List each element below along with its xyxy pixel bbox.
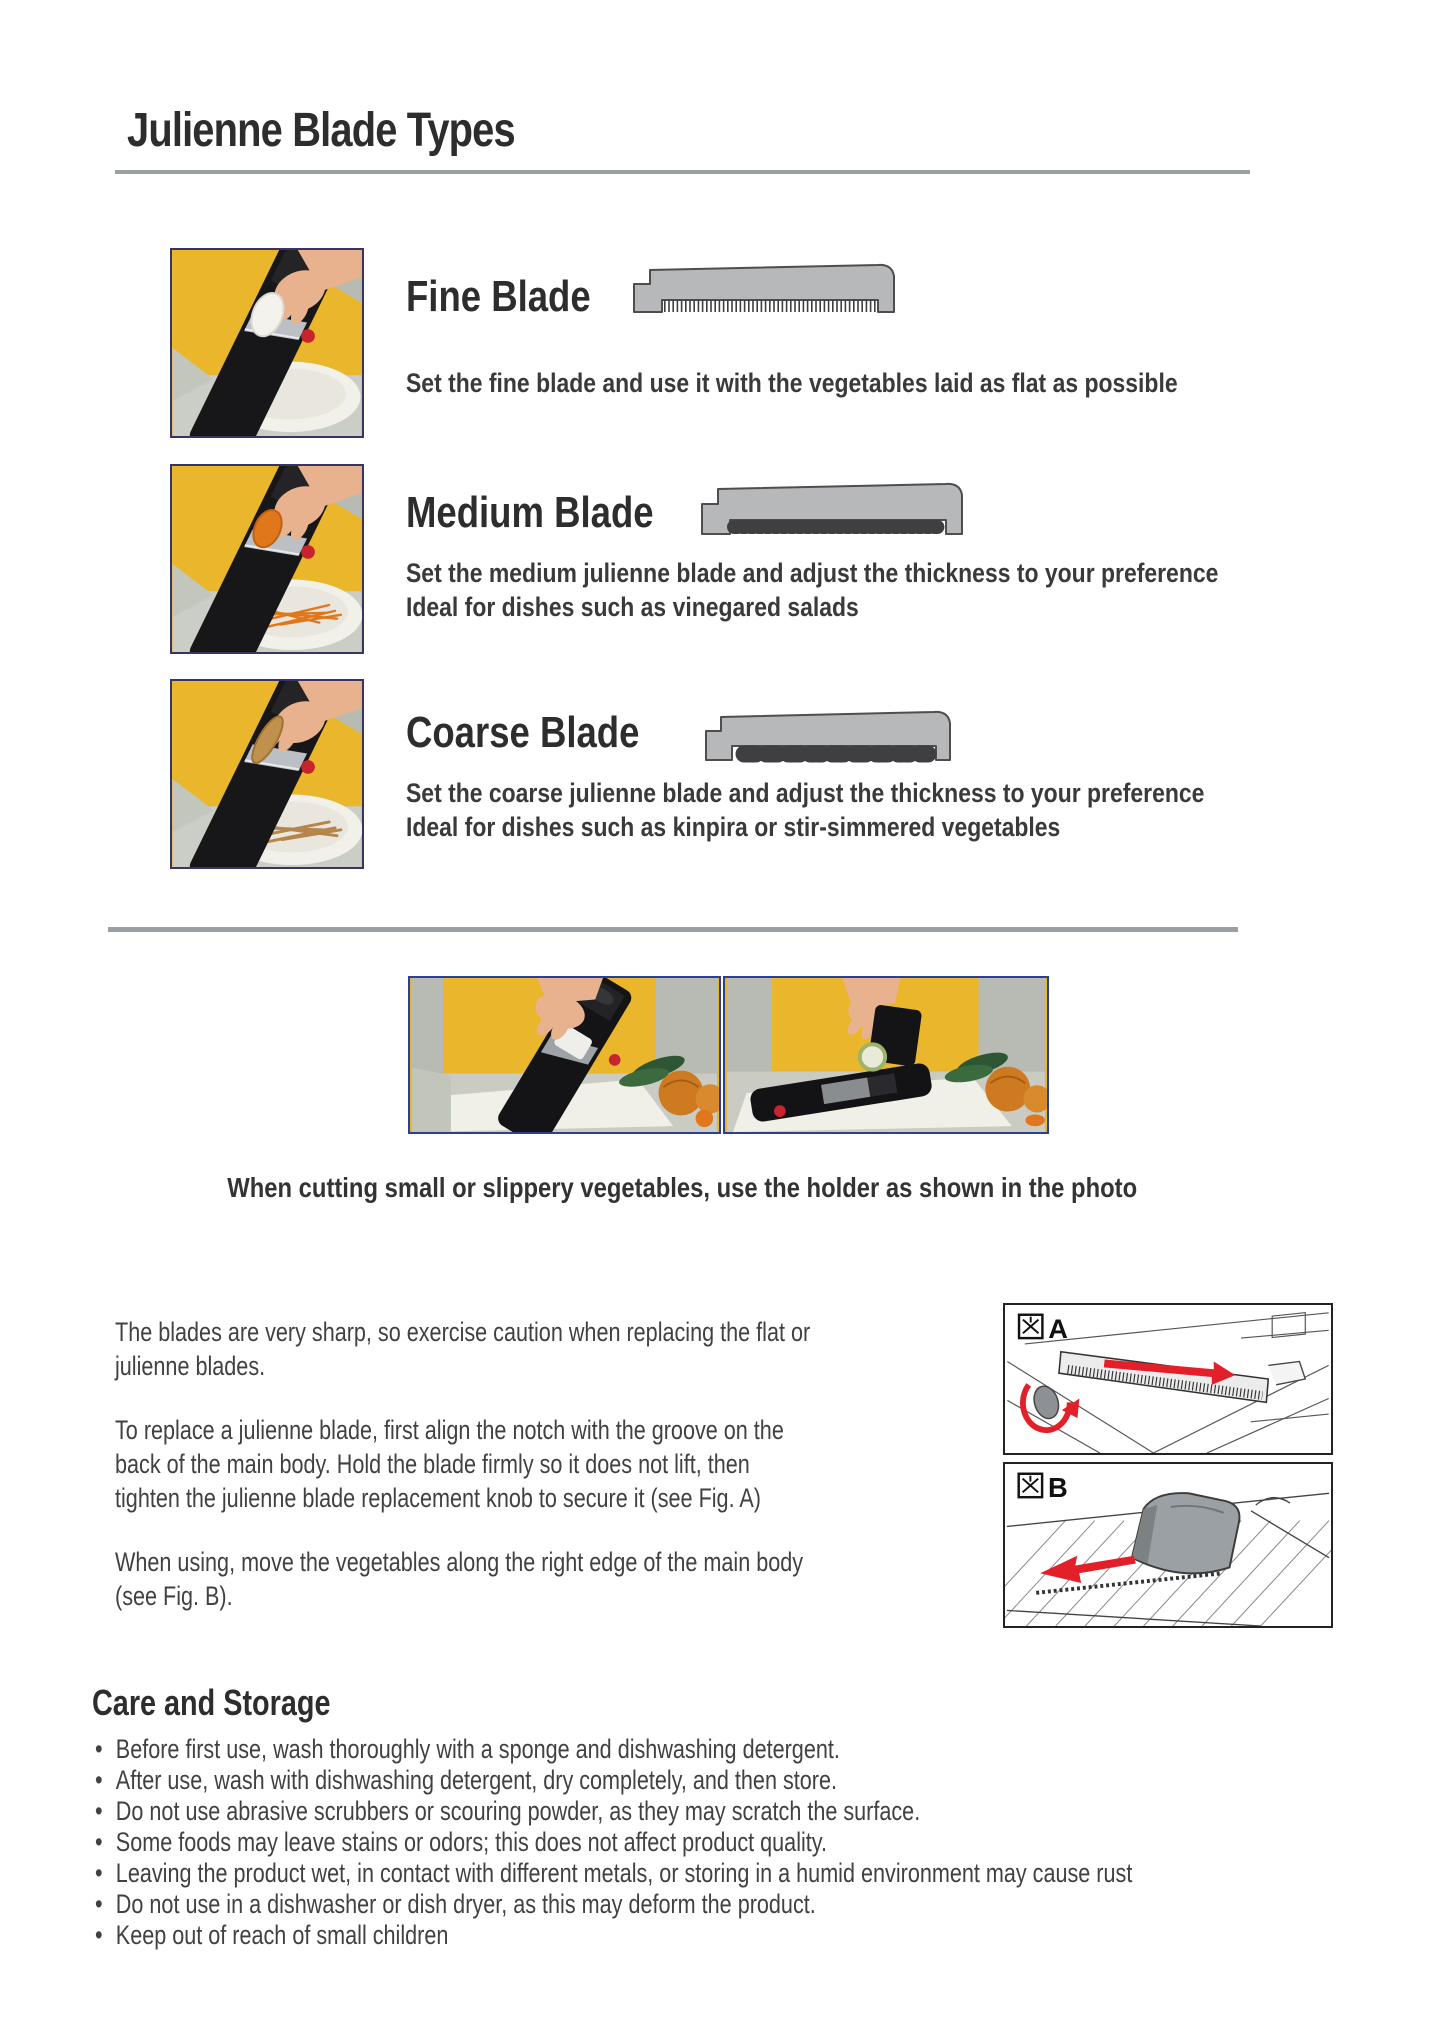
medium-blade-desc-2: Ideal for dishes such as vinegared salads [406,592,859,622]
bullet-glyph: • [95,1889,103,1919]
figure-b [1003,1462,1333,1628]
fine-blade-desc: Set the fine blade and use it with the vegetables laid as flat as possible [406,368,1178,398]
figure-b-drawing [1005,1464,1331,1626]
fine-blade-icon [628,260,904,322]
fine-blade-heading: Fine Blade [406,272,591,321]
holder-caption: When cutting small or slippery vegetables, use the holder as shown in the photo [227,1172,1138,1203]
medium-blade-heading: Medium Blade [406,488,654,537]
care-item-5: • Leaving the product wet, in contact with different metals, or storing in a humid environment may cause rust [95,1858,1133,1888]
caution-paragraph-3: When using, move the vegetables along the right edge of the main body (see Fig. B). [115,1547,804,1611]
caution-paragraph-1: The blades are very sharp, so exercise caution when replacing the flat or julienne blades. [115,1317,811,1381]
bullet-glyph: • [95,1734,103,1764]
coarse-blade-heading: Coarse Blade [406,708,640,757]
figure-a [1003,1303,1333,1455]
medium-blade-icon [696,478,972,544]
care-list [95,1734,1392,1951]
page-title: Julienne Blade Types [127,104,515,157]
figure-a-drawing [1005,1305,1331,1453]
care-item-7: • Keep out of reach of small children [95,1920,449,1950]
coarse-blade-desc-1: Set the coarse julienne blade and adjust the thickness to your preference [406,778,1205,808]
photo-fine-blade-use [170,248,364,438]
care-item-4: • Some foods may leave stains or odors; this does not affect product quality. [95,1827,827,1857]
care-item-3: • Do not use abrasive scrubbers or scouring powder, as they may scratch the surface. [95,1796,921,1826]
care-heading: Care and Storage [92,1682,331,1723]
photo-holder-step1 [408,976,721,1134]
zu-glyph-b [1019,1474,1042,1497]
photo-holder-step2 [723,976,1049,1134]
photo-medium-blade-use [170,464,364,654]
coarse-photo-scene [172,681,362,867]
holder-photo-1-scene [410,978,719,1132]
bullet-glyph: • [95,1796,103,1826]
photo-coarse-blade-use [170,679,364,869]
holder-photo-2-scene [725,978,1047,1132]
caution-paragraph-2: To replace a julienne blade, first align the notch with the groove on the back of the main body. Hold the blade firmly so it does not lift, then tighten the julienne blade replacement knob to secure it (see Fig. A) [115,1415,784,1513]
coarse-blade-icon [700,706,960,770]
coarse-blade-desc-2: Ideal for dishes such as kinpira or stir-simmered vegetables [406,812,1061,842]
bullet-glyph: • [95,1858,103,1888]
medium-blade-desc-1: Set the medium julienne blade and adjust the thickness to your preference [406,558,1219,588]
figure-a-letter: A [1048,1313,1068,1345]
section-divider [108,927,1238,932]
care-item-2: • After use, wash with dishwashing detergent, dry completely, and then store. [95,1765,837,1795]
figure-b-letter: B [1047,1472,1068,1504]
fine-photo-scene [172,250,362,436]
bullet-glyph: • [95,1765,103,1795]
title-divider [115,170,1250,174]
care-item-6: • Do not use in a dishwasher or dish dryer, as this may deform the product. [95,1889,816,1919]
care-item-1: • Before first use, wash thoroughly with a sponge and dishwashing detergent. [95,1734,840,1764]
bullet-glyph: • [95,1827,103,1857]
bullet-glyph: • [95,1920,103,1950]
medium-photo-scene [172,466,362,652]
zu-glyph-a [1019,1315,1042,1338]
